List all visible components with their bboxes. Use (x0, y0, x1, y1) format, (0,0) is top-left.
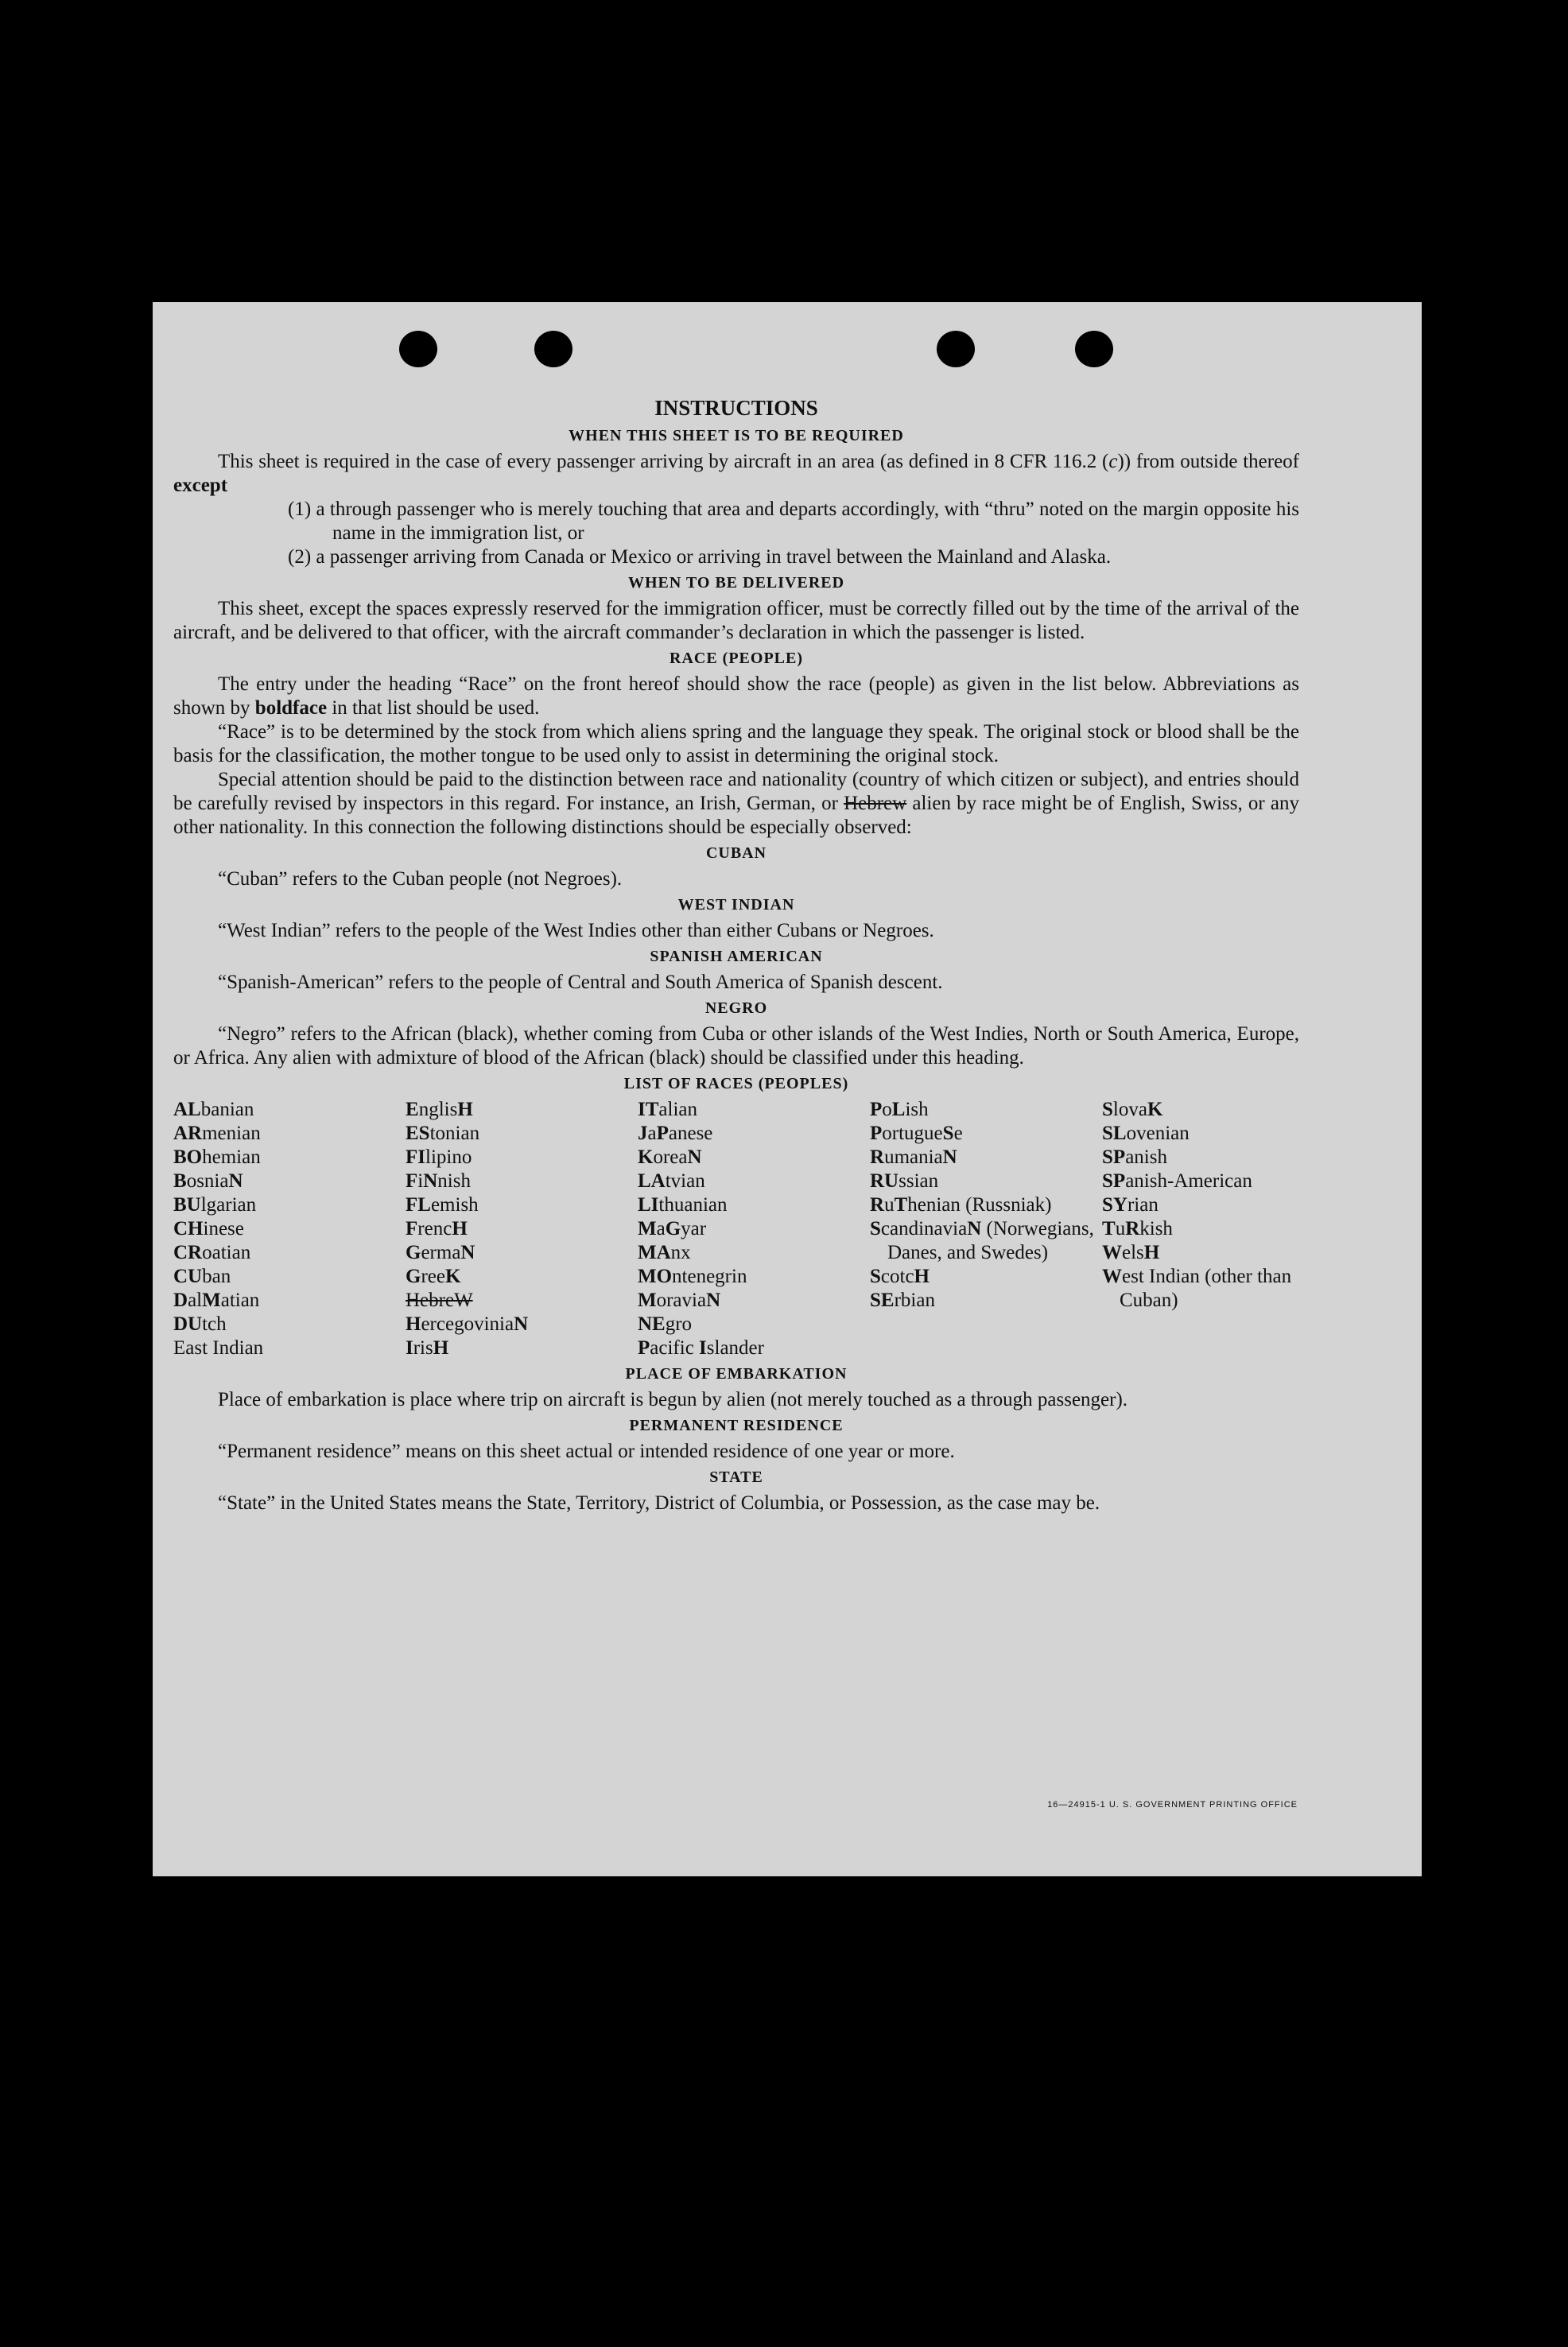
race-entry: HercegoviniaN (406, 1313, 529, 1335)
race-entry: NEgro (638, 1313, 693, 1335)
races-list (173, 1098, 1299, 1360)
race-entry: GermaN (406, 1242, 475, 1263)
race-entry: SLovenian (1102, 1123, 1190, 1144)
race-entry: CHinese (173, 1218, 244, 1239)
race-entry: GreeK (406, 1266, 461, 1287)
race-entry: MaGyar (638, 1218, 707, 1239)
race-entry: DUtch (173, 1313, 227, 1335)
race-entry: LAtvian (638, 1170, 705, 1192)
race-entry: MOntenegrin (638, 1266, 747, 1287)
race-entry: ARmenian (173, 1123, 261, 1144)
race-entry: ITalian (638, 1099, 697, 1120)
race-entry: PoLish (870, 1099, 929, 1120)
race-entry: RuThenian (Russniak) (870, 1194, 1052, 1216)
section-heading-negro: NEGRO (704, 999, 768, 1017)
race-entry: CUban (173, 1266, 231, 1287)
race-paragraph-1: The entry under the heading “Race” on the front hereof should show the race (people) as given in the list below. Abbreviations as shown by boldface in that list should be used. (173, 673, 1299, 719)
race-entry: KoreaN (638, 1146, 702, 1168)
race-entry: RUssian (870, 1170, 939, 1192)
section-heading-residence: PERMANENT RESIDENCE (629, 1417, 844, 1434)
race-entry: ScotcH (870, 1266, 930, 1287)
race-entry: ScandinaviaN (Norwegians, Danes, and Swedes) (870, 1218, 1094, 1263)
race-entry: TuRkish (1102, 1218, 1173, 1239)
race-entry: FiNnish (406, 1170, 471, 1192)
section-heading-race: RACE (PEOPLE) (670, 650, 803, 667)
race-entry: FIlipino (406, 1146, 472, 1168)
race-paragraph-2: “Race” is to be determined by the stock from which aliens spring and the language they speak. The original stock or blood shall be the basis for the classification, the mother tongue to be used only to assist in determining the original stock. (173, 721, 1299, 766)
print-office-footnote: 16—24915-1 U. S. GOVERNMENT PRINTING OFFICE (1047, 1800, 1298, 1810)
race-paragraph-3: Special attention should be paid to the distinction between race and nationality (country of which citizen or subject), and entries should be carefully revised by inspectors in this regard. For instance, an Irish, German, or Hebrew alien by race might be of English, Swiss, or any other nationality. In this connection the following distinctions should be especially observed: (173, 769, 1299, 838)
race-entry: CRoatian (173, 1242, 251, 1263)
document-sheet (153, 302, 1422, 1876)
race-entry: MoraviaN (638, 1290, 721, 1311)
required-item-1: (1) a through passenger who is merely touching that area and departs accordingly, with “thru” noted on the margin opposite his name in the immigration list, or (288, 498, 1299, 544)
race-entry: WelsH (1102, 1242, 1160, 1263)
delivered-text: This sheet, except the spaces expressly reserved for the immigration officer, must be correctly filled out by the time of the arrival of the aircraft, and be delivered to that officer, with the aircraft commander’s declaration in which the passenger is listed. (173, 598, 1299, 643)
page-title: INSTRUCTIONS (654, 396, 818, 420)
section-heading-west-indian: WEST INDIAN (677, 896, 795, 914)
race-entry: SYrian (1102, 1194, 1159, 1216)
race-entry: SErbian (870, 1290, 935, 1311)
race-entry: SPanish-American (1102, 1170, 1252, 1192)
race-entry: East Indian (173, 1337, 264, 1359)
race-entry: HebreW (406, 1290, 473, 1311)
race-entry: DalMatian (173, 1290, 260, 1311)
race-entry: BOhemian (173, 1146, 261, 1168)
negro-text: “Negro” refers to the African (black), whether coming from Cuba or other islands of the West Indies, North or South America, Europe, or Africa. Any alien with admixture of blood of the African (black) should be classified under this heading. (173, 1023, 1299, 1069)
race-entry: SPanish (1102, 1146, 1167, 1168)
embarkation-text: Place of embarkation is place where trip on aircraft is begun by alien (not merely touched as a through passenger). (218, 1389, 1128, 1410)
cuban-text: “Cuban” refers to the Cuban people (not Negroes). (218, 868, 623, 890)
race-entry: BUlgarian (173, 1194, 257, 1216)
punch-hole (399, 331, 437, 367)
section-heading-list-of-races: LIST OF RACES (PEOPLES) (623, 1075, 849, 1092)
race-entry: FLemish (406, 1194, 479, 1216)
race-entry: BosniaN (173, 1170, 243, 1192)
punch-hole (1075, 331, 1113, 367)
race-entry: ALbanian (173, 1099, 254, 1120)
race-entry: EStonian (406, 1123, 480, 1144)
spanish-american-text: “Spanish-American” refers to the people of Central and South America of Spanish descent. (218, 972, 943, 993)
section-heading-cuban: CUBAN (705, 844, 767, 862)
race-entry: SlovaK (1102, 1099, 1163, 1120)
race-entry: JaPanese (638, 1123, 713, 1144)
required-item-2: (2) a passenger arriving from Canada or Mexico or arriving in travel between the Mainland and Alaska. (288, 546, 1112, 568)
punch-hole (534, 331, 572, 367)
races-column (406, 1098, 638, 1360)
race-entry: Pacific Islander (638, 1337, 764, 1359)
race-entry: MAnx (638, 1242, 691, 1263)
residence-text: “Permanent residence” means on this sheet actual or intended residence of one year or more. (218, 1441, 955, 1462)
state-text: “State” in the United States means the State, Territory, District of Columbia, or Possession, as the case may be. (218, 1492, 1100, 1514)
section-heading-required: WHEN THIS SHEET IS TO BE REQUIRED (569, 427, 904, 444)
punch-hole (937, 331, 975, 367)
race-entry: FrencH (406, 1218, 468, 1239)
races-column (1102, 1098, 1299, 1360)
race-entry: RumaniaN (870, 1146, 957, 1168)
west-indian-text: “West Indian” refers to the people of the West Indies other than either Cubans or Negroes. (218, 920, 934, 941)
race-entry: PortugueSe (870, 1123, 963, 1144)
race-entry: West Indian (other than Cuban) (1102, 1266, 1292, 1311)
races-column (638, 1098, 870, 1360)
race-entry: IrisH (406, 1337, 449, 1359)
section-heading-delivered: WHEN TO BE DELIVERED (627, 574, 845, 592)
section-heading-state: STATE (709, 1468, 763, 1486)
instructions-body (173, 396, 1299, 1515)
race-entry: EnglisH (406, 1099, 473, 1120)
races-column (870, 1098, 1102, 1360)
section-heading-spanish-american: SPANISH AMERICAN (650, 948, 823, 965)
section-heading-embarkation: PLACE OF EMBARKATION (625, 1365, 848, 1383)
race-entry: LIthuanian (638, 1194, 728, 1216)
races-column (173, 1098, 406, 1360)
required-intro: This sheet is required in the case of every passenger arriving by aircraft in an area (as defined in 8 CFR 116.2 (c)) from outside thereof except (173, 451, 1299, 496)
